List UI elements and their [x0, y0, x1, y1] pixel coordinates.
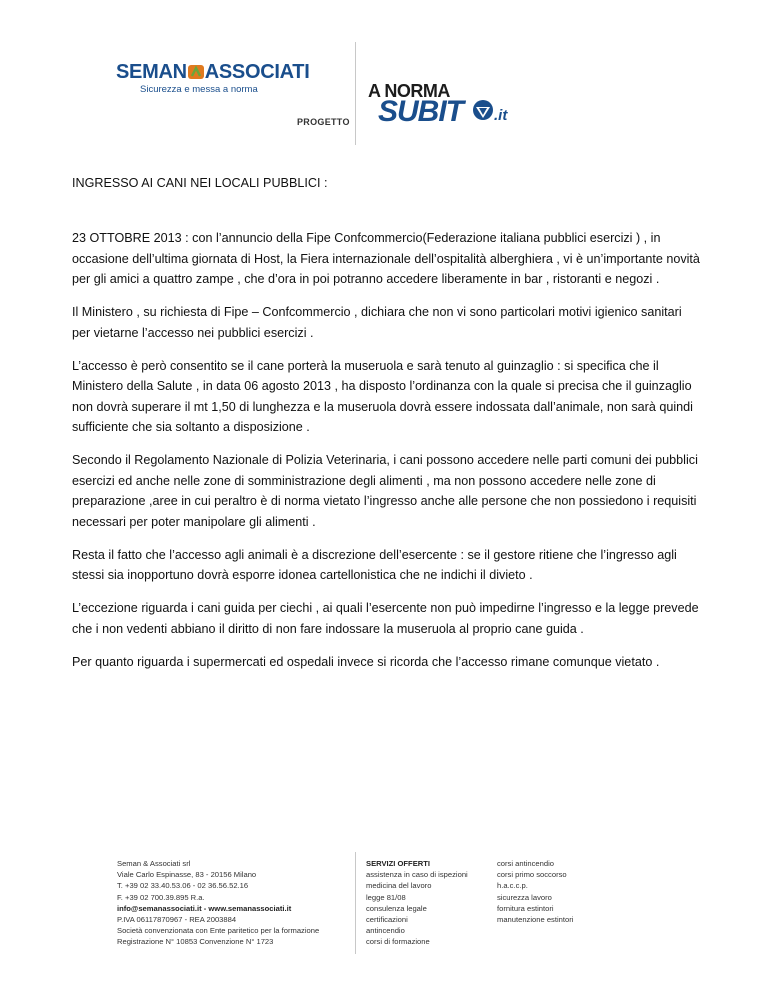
- footer-services: [366, 858, 468, 948]
- paragraph: Per quanto riguarda i supermercati ed ospedali invece si ricorda che l’accesso rimane comunque vietato .: [72, 654, 660, 669]
- seman-tagline: Sicurezza e messa a norma: [140, 84, 258, 95]
- course-item: h.a.c.c.p.: [497, 881, 528, 891]
- service-item: legge 81/08: [366, 892, 406, 902]
- document-body: [72, 228, 702, 685]
- course-item: corsi antincendio: [497, 859, 554, 868]
- service-item: medicina del lavoro: [366, 881, 432, 891]
- ampersand-badge-icon: [187, 64, 205, 80]
- company-name: Seman & Associati srl: [117, 859, 191, 868]
- paragraph: Secondo il Regolamento Nazionale di Polizia Veterinaria, i cani possono accedere nelle parti comuni dei pubblici esercizi ed anche nelle zone di somministrazione degli alimenti , ma non possono accedere nelle zone di preparazione ,aree in cui peraltro è di norma vietato l’ingresso anche alle persone che non possiedono i requisiti necessari per poter manipolare gli alimenti .: [72, 453, 698, 529]
- document-title: INGRESSO AI CANI NEI LOCALI PUBBLICI :: [72, 176, 328, 190]
- company-address: Viale Carlo Espinasse, 83 - 20156 Milano: [117, 870, 257, 880]
- anorma-suffix: .it: [494, 107, 508, 124]
- company-accreditation: Società convenzionata con Ente paritetico per la formazione: [117, 926, 320, 936]
- course-item: manutenzione estintori: [497, 914, 574, 924]
- company-registration: Registrazione N° 10853 Convenzione N° 1723: [117, 937, 274, 947]
- seman-logo-wordmark: SEMAN ASSOCIATI: [116, 61, 310, 83]
- course-item: sicurezza lavoro: [497, 892, 552, 902]
- course-item: corsi primo soccorso: [497, 870, 567, 880]
- globe-badge-icon: [472, 99, 494, 121]
- service-item: corsi di formazione: [366, 937, 430, 947]
- seman-associati-logo: [116, 61, 310, 95]
- paragraph: 23 OTTOBRE 2013 : con l’annuncio della Fipe Confcommercio(Federazione italiana pubblici esercizi ) , in occasione dell’ultima giornata di Host, la Fiera internazionale dell’ospitalità alberghiera , vi è un’importante novità per gli amici a quattro zampe , che d’ora in poi potranno accedere liberamente in bar , ristoranti e negozi .: [72, 231, 700, 286]
- footer-divider: [355, 852, 356, 954]
- header-divider: [355, 42, 356, 145]
- company-vat: P.IVA 06117870967 - REA 2003884: [117, 914, 237, 924]
- paragraph: Resta il fatto che l’accesso agli animali è a discrezione dell’esercente : se il gestore ritiene che l’ingresso agli stessi sia inopportuno dovrà esporre idonea cartellonistica che ne indichi il divieto .: [72, 547, 677, 582]
- anorma-line2: SUBIT: [378, 95, 463, 128]
- service-item: certificazioni: [366, 914, 408, 924]
- paragraph: L’accesso è però consentito se il cane porterà la museruola e sarà tenuto al guinzaglio : si specifica che il Ministero della Salute , in data 06 agosto 2013 , ha disposto l’ordinanza con la quale si precisa che il guinzaglio non dovrà superare il mt 1,50 di lunghezza e la museruola dovrà essere indossata dall’animale, non sarà quindi sufficiente che sia soltanto a disposizione .: [72, 358, 693, 434]
- company-contacts: info@semanassociati.it - www.semanassociati.it: [117, 903, 292, 913]
- footer-courses: [497, 858, 573, 925]
- paragraph: L’eccezione riguarda i cani guida per ciechi , ai quali l’esercente non può impedirne l’ingresso e la legge prevede che i non vedenti abbiano il diritto di non fare indossare la museruola al proprio cane guida .: [72, 601, 699, 636]
- footer-company-info: [117, 858, 319, 948]
- company-phone: T. +39 02 33.40.53.06 - 02 36.56.52.16: [117, 881, 249, 891]
- service-item: assistenza in caso di ispezioni: [366, 870, 468, 880]
- services-heading: SERVIZI OFFERTI: [366, 859, 430, 868]
- company-fax: F. +39 02 700.39.895 R.a.: [117, 892, 205, 902]
- progetto-label: PROGETTO: [297, 117, 350, 127]
- paragraph: Il Ministero , su richiesta di Fipe – Confcommercio , dichiara che non vi sono particolari motivi igienico sanitari per vietarne l’accesso nei pubblici esercizi .: [72, 305, 682, 340]
- anorma-line1: A NORMA: [368, 81, 450, 101]
- service-item: consulenza legale: [366, 903, 427, 913]
- course-item: fornitura estintori: [497, 903, 554, 913]
- service-item: antincendio: [366, 926, 405, 936]
- anorma-subito-logo: [368, 82, 518, 132]
